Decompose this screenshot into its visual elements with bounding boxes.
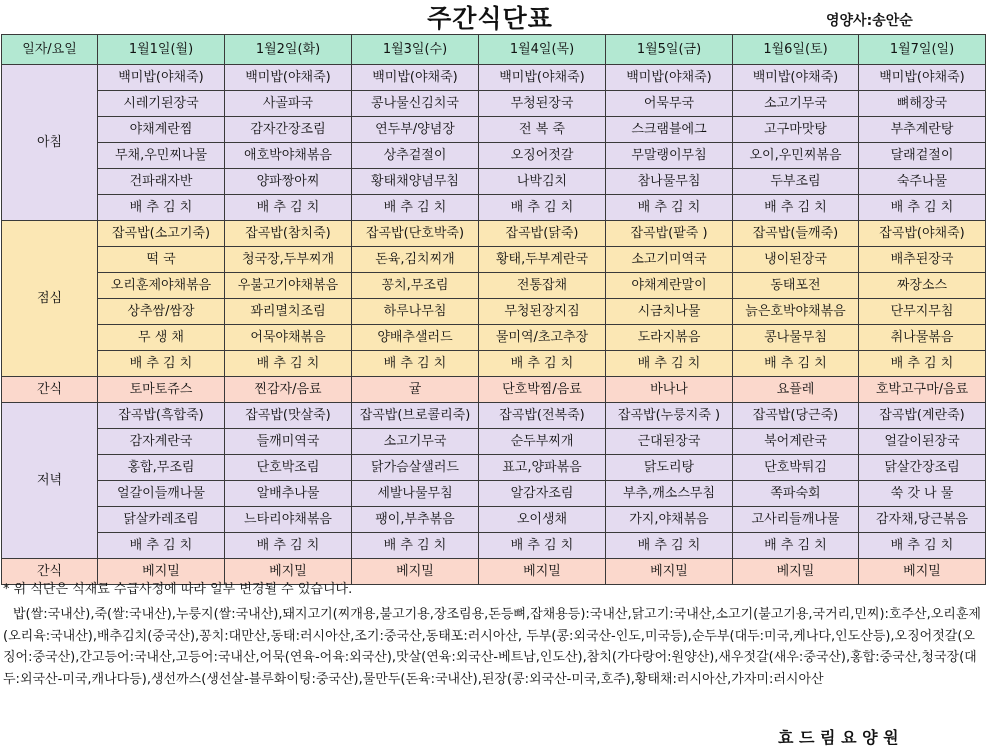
weekly-menu-table <box>1 34 986 585</box>
menu-cell: 어묵야채볶음 <box>225 325 352 351</box>
menu-cell: 고구마맛탕 <box>733 117 859 143</box>
menu-cell: 무청된장국 <box>479 91 606 117</box>
menu-cell: 콩나물무침 <box>733 325 859 351</box>
menu-cell: 애호박야채볶음 <box>225 143 352 169</box>
menu-row <box>2 143 986 169</box>
menu-cell: 배 추 김 치 <box>98 351 225 377</box>
menu-cell: 베지밀 <box>733 559 859 585</box>
menu-cell: 취나물볶음 <box>859 325 986 351</box>
menu-cell: 단호박튀김 <box>733 455 859 481</box>
menu-cell: 건파래자반 <box>98 169 225 195</box>
menu-cell: 나박김치 <box>479 169 606 195</box>
menu-cell: 배 추 김 치 <box>225 533 352 559</box>
menu-cell: 호박고구마/음료 <box>859 377 986 403</box>
menu-cell: 잡곡밥(당근죽) <box>733 403 859 429</box>
menu-cell: 닭도리탕 <box>606 455 733 481</box>
menu-cell: 배 추 김 치 <box>479 351 606 377</box>
menu-cell: 도라지볶음 <box>606 325 733 351</box>
menu-cell: 감자계란국 <box>98 429 225 455</box>
menu-cell: 배 추 김 치 <box>733 351 859 377</box>
menu-cell: 오징어젓갈 <box>479 143 606 169</box>
menu-cell: 잡곡밥(들깨죽) <box>733 221 859 247</box>
menu-body <box>2 65 986 585</box>
facility-name: 효 드 림 요 양 원 <box>778 728 899 747</box>
menu-cell: 소고기미역국 <box>606 247 733 273</box>
menu-cell: 시금치나물 <box>606 299 733 325</box>
menu-cell: 알배추나물 <box>225 481 352 507</box>
meal-label: 간식 <box>2 559 98 585</box>
menu-cell: 팽이,부추볶음 <box>352 507 479 533</box>
menu-cell: 고사리들깨나물 <box>733 507 859 533</box>
menu-cell: 오이,우민찌볶음 <box>733 143 859 169</box>
menu-cell: 북어계란국 <box>733 429 859 455</box>
day-header: 1월2일(화) <box>225 35 352 65</box>
menu-cell: 찐감자/음료 <box>225 377 352 403</box>
menu-cell: 황태채양념무침 <box>352 169 479 195</box>
menu-cell: 배 추 김 치 <box>98 195 225 221</box>
menu-cell: 뼈해장국 <box>859 91 986 117</box>
menu-row <box>2 273 986 299</box>
menu-cell: 상추쌈/쌈장 <box>98 299 225 325</box>
menu-cell: 배 추 김 치 <box>606 533 733 559</box>
day-header: 1월4일(목) <box>479 35 606 65</box>
menu-cell: 꽁치,무조림 <box>352 273 479 299</box>
menu-cell: 근대된장국 <box>606 429 733 455</box>
menu-cell: 배 추 김 치 <box>733 533 859 559</box>
menu-cell: 얼갈이들깨나물 <box>98 481 225 507</box>
menu-cell: 백미밥(야채죽) <box>225 65 352 91</box>
meal-label: 아침 <box>2 65 98 221</box>
menu-cell: 전통잡채 <box>479 273 606 299</box>
menu-cell: 떡 국 <box>98 247 225 273</box>
menu-cell: 야채계란말이 <box>606 273 733 299</box>
menu-cell: 시레기된장국 <box>98 91 225 117</box>
menu-cell: 황태,두부계란국 <box>479 247 606 273</box>
menu-row <box>2 117 986 143</box>
day-header: 1월1일(월) <box>98 35 225 65</box>
day-header: 1월3일(수) <box>352 35 479 65</box>
menu-cell: 베지밀 <box>225 559 352 585</box>
menu-cell: 백미밥(야채죽) <box>733 65 859 91</box>
menu-row <box>2 247 986 273</box>
menu-cell: 잡곡밥(누룽지죽 ) <box>606 403 733 429</box>
menu-cell: 청국장,두부찌개 <box>225 247 352 273</box>
menu-cell: 잡곡밥(참치죽) <box>225 221 352 247</box>
menu-cell: 홍합,무조림 <box>98 455 225 481</box>
menu-cell: 배 추 김 치 <box>352 351 479 377</box>
menu-cell: 무청된장지짐 <box>479 299 606 325</box>
menu-cell: 귤 <box>352 377 479 403</box>
menu-cell: 가지,야채볶음 <box>606 507 733 533</box>
menu-cell: 무채,우민찌나물 <box>98 143 225 169</box>
day-header: 1월6일(토) <box>733 35 859 65</box>
menu-cell: 스크램블에그 <box>606 117 733 143</box>
menu-cell: 배 추 김 치 <box>859 351 986 377</box>
menu-cell: 베지밀 <box>859 559 986 585</box>
menu-row <box>2 65 986 91</box>
meal-label: 점심 <box>2 221 98 377</box>
menu-cell: 사골파국 <box>225 91 352 117</box>
menu-cell: 어묵무국 <box>606 91 733 117</box>
menu-row <box>2 481 986 507</box>
menu-cell: 늙은호박야채볶음 <box>733 299 859 325</box>
menu-cell: 감자간장조림 <box>225 117 352 143</box>
menu-cell: 배 추 김 치 <box>859 195 986 221</box>
menu-cell: 오리훈제야채볶음 <box>98 273 225 299</box>
menu-cell: 순두부찌개 <box>479 429 606 455</box>
menu-cell: 닭살카레조림 <box>98 507 225 533</box>
menu-cell: 잡곡밥(흑합죽) <box>98 403 225 429</box>
menu-cell: 배 추 김 치 <box>225 195 352 221</box>
menu-row <box>2 221 986 247</box>
menu-cell: 잡곡밥(계란죽) <box>859 403 986 429</box>
menu-cell: 참나물무침 <box>606 169 733 195</box>
menu-cell: 단무지무침 <box>859 299 986 325</box>
menu-cell: 부추계란탕 <box>859 117 986 143</box>
menu-cell: 배 추 김 치 <box>479 195 606 221</box>
menu-cell: 쑥 갓 나 물 <box>859 481 986 507</box>
menu-cell: 하루나무침 <box>352 299 479 325</box>
menu-cell: 잡곡밥(전복죽) <box>479 403 606 429</box>
menu-cell: 잡곡밥(야채죽) <box>859 221 986 247</box>
menu-cell: 야채계란찜 <box>98 117 225 143</box>
menu-row <box>2 195 986 221</box>
menu-cell: 토마토쥬스 <box>98 377 225 403</box>
menu-cell: 배 추 김 치 <box>352 195 479 221</box>
menu-row <box>2 403 986 429</box>
origin-info: 밥(쌀:국내산),죽(쌀:국내산),누룽지(쌀:국내산),돼지고기(찌개용,불고기용,장조림용,돈등뼈,잡채용등):국내산,닭고기:국내산,소고기(불고기용,국거리,민찌):호주산,오리훈제(오리육:국내산),배추김치(중국산),꽁치:대만산,동태:러시아산,조기:중국산,동태포:러시아산, 두부(콩:외국산-인도,미국등),순두부(대두:미국,케나다,인도산등),오징어젓갈(오징어:중국산),간고등어:국내산,고등어:국내산,어묵(연육-어육:외국산),맛살(연육:외국산-베트남,인도산),참치(가다랑어:원양산),새우젓갈(새우:중국산),홍합:중국산,청국장(대두:외국산-미국,캐나다등),생선까스(생선살-블루화이팅:중국산),물만두(돈육:국내산),된장(콩:외국산-미국,호주),황태채:러시아산,가자미:러시아산 <box>3 607 981 687</box>
dietitian-name: 영양사:송안순 <box>826 13 913 29</box>
menu-cell: 백미밥(야채죽) <box>859 65 986 91</box>
menu-cell: 숙주나물 <box>859 169 986 195</box>
menu-cell: 냉이된장국 <box>733 247 859 273</box>
menu-cell: 배 추 김 치 <box>98 533 225 559</box>
menu-cell: 단호박조림 <box>225 455 352 481</box>
menu-cell: 쪽파숙회 <box>733 481 859 507</box>
menu-cell: 바나나 <box>606 377 733 403</box>
day-header: 1월7일(일) <box>859 35 986 65</box>
menu-cell: 얼갈이된장국 <box>859 429 986 455</box>
menu-cell: 두부조림 <box>733 169 859 195</box>
menu-cell: 달래겉절이 <box>859 143 986 169</box>
menu-cell: 잡곡밥(닭죽) <box>479 221 606 247</box>
day-header: 1월5일(금) <box>606 35 733 65</box>
menu-cell: 배 추 김 치 <box>479 533 606 559</box>
corner-header: 일자/요일 <box>2 35 98 65</box>
menu-cell: 배 추 김 치 <box>225 351 352 377</box>
menu-cell: 들깨미역국 <box>225 429 352 455</box>
menu-cell: 부추,깨소스무침 <box>606 481 733 507</box>
menu-row <box>2 377 986 403</box>
menu-cell: 우불고기야채볶음 <box>225 273 352 299</box>
menu-cell: 양파짱아찌 <box>225 169 352 195</box>
menu-cell: 배 추 김 치 <box>606 351 733 377</box>
menu-cell: 짜장소스 <box>859 273 986 299</box>
menu-cell: 백미밥(야채죽) <box>479 65 606 91</box>
change-notice: * 위 식단은 식재료 수급사정에 따라 일부 변경될 수 있습니다. <box>3 582 353 597</box>
header-row <box>2 35 986 65</box>
menu-row <box>2 351 986 377</box>
menu-cell: 단호박찜/음료 <box>479 377 606 403</box>
menu-cell: 돈육,김치찌개 <box>352 247 479 273</box>
menu-cell: 소고기무국 <box>733 91 859 117</box>
menu-cell: 베지밀 <box>352 559 479 585</box>
menu-cell: 배추된장국 <box>859 247 986 273</box>
menu-row <box>2 533 986 559</box>
meal-label: 간식 <box>2 377 98 403</box>
menu-cell: 감자채,당근볶음 <box>859 507 986 533</box>
menu-cell: 표고,양파볶음 <box>479 455 606 481</box>
menu-cell: 물미역/초고추장 <box>479 325 606 351</box>
menu-cell: 알감자조림 <box>479 481 606 507</box>
menu-cell: 베지밀 <box>98 559 225 585</box>
menu-cell: 꽈리멸치조림 <box>225 299 352 325</box>
menu-cell: 콩나물신김치국 <box>352 91 479 117</box>
menu-cell: 요플레 <box>733 377 859 403</box>
menu-cell: 백미밥(야채죽) <box>606 65 733 91</box>
menu-row <box>2 91 986 117</box>
menu-row <box>2 299 986 325</box>
menu-cell: 베지밀 <box>479 559 606 585</box>
menu-cell: 닭살간장조림 <box>859 455 986 481</box>
page-title: 주간식단표 <box>427 4 553 33</box>
menu-cell: 세발나물무침 <box>352 481 479 507</box>
menu-cell: 배 추 김 치 <box>733 195 859 221</box>
menu-cell: 잡곡밥(소고기죽) <box>98 221 225 247</box>
menu-cell: 배 추 김 치 <box>352 533 479 559</box>
menu-cell: 베지밀 <box>606 559 733 585</box>
menu-cell: 배 추 김 치 <box>606 195 733 221</box>
menu-cell: 오이생채 <box>479 507 606 533</box>
menu-cell: 무 생 채 <box>98 325 225 351</box>
menu-cell: 백미밥(야채죽) <box>98 65 225 91</box>
menu-row <box>2 507 986 533</box>
menu-cell: 소고기무국 <box>352 429 479 455</box>
menu-cell: 닭가슴살샐러드 <box>352 455 479 481</box>
menu-row <box>2 429 986 455</box>
meal-label: 저녁 <box>2 403 98 559</box>
menu-cell: 연두부/양념장 <box>352 117 479 143</box>
menu-cell: 무말랭이무침 <box>606 143 733 169</box>
menu-row <box>2 455 986 481</box>
menu-cell: 잡곡밥(맛살죽) <box>225 403 352 429</box>
menu-row <box>2 169 986 195</box>
menu-cell: 잡곡밥(팥죽 ) <box>606 221 733 247</box>
menu-cell: 전 복 죽 <box>479 117 606 143</box>
menu-row <box>2 325 986 351</box>
menu-cell: 양배추샐러드 <box>352 325 479 351</box>
menu-cell: 상추겉절이 <box>352 143 479 169</box>
menu-cell: 잡곡밥(브로콜리죽) <box>352 403 479 429</box>
menu-cell: 느타리야채볶음 <box>225 507 352 533</box>
menu-cell: 동태포전 <box>733 273 859 299</box>
menu-cell: 잡곡밥(단호박죽) <box>352 221 479 247</box>
menu-cell: 배 추 김 치 <box>859 533 986 559</box>
menu-cell: 백미밥(야채죽) <box>352 65 479 91</box>
